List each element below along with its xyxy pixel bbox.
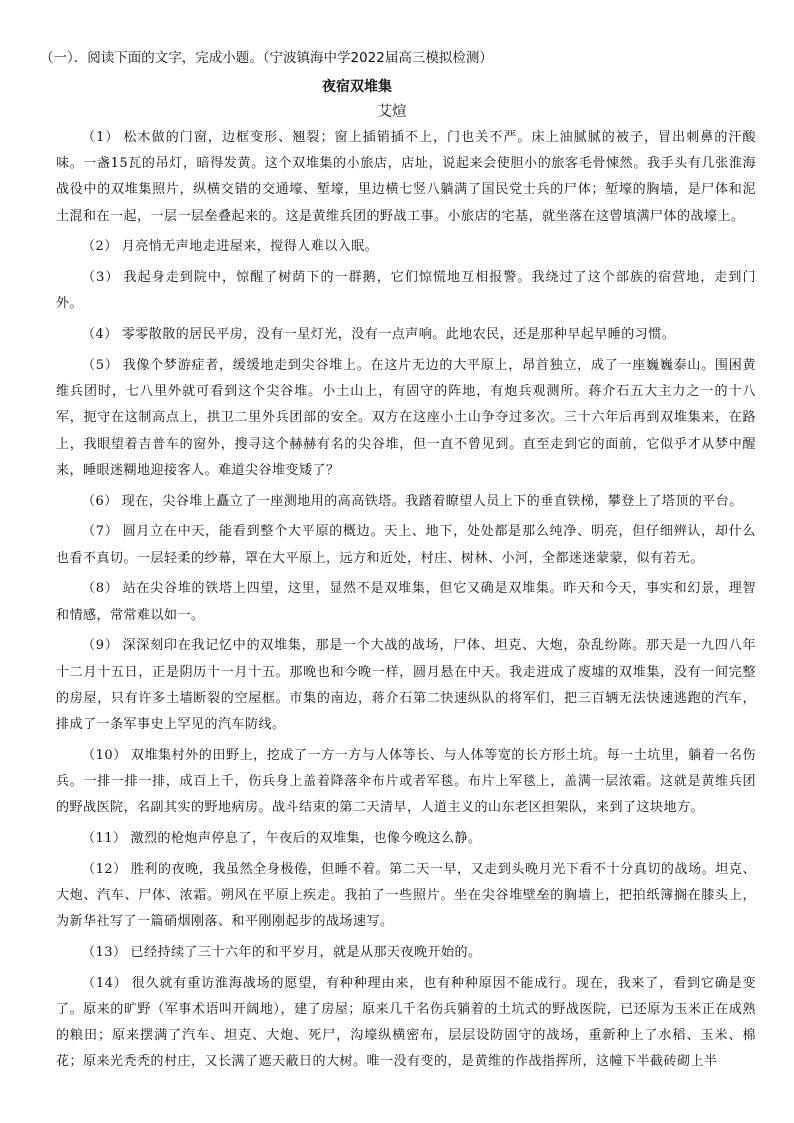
article-body [56,125,756,1080]
paragraph-6: （6） 现在，尖谷堆上矗立了一座测地用的高高铁塔。我踏着瞭望人员上下的垂直铁梯，攀登上了塔顶的平台。 [82,493,743,509]
paragraph-9: （9） 深深刻印在我记忆中的双堆集，那是一个大战的战场，尸体、坦克、大炮，杂乱纷陈。那天是一九四八年十二月十五日，正是阴历十一月十五。那晚也和今晚一样，圆月悬在中天。我走进成了废墟的双堆集，没有一间完整的房屋，只有许多土墙断裂的空屋框。市集的南边，蒋介石第二快速纵队的将军们，把三百辆无法快速逃跑的汽车，排成了一条军事史上罕见的汽车防线。 [56,638,756,733]
paragraph-5: （5） 我像个梦游症者，缓缓地走到尖谷堆上。在这片无边的大平原上，昂首独立，成了一座巍巍泰山。围困黄维兵团时，七八里外就可看到这个尖谷堆。小土山上，有固守的阵地，有炮兵观测所。蒋介石五大主力之一的十八军，扼守在这制高点上，拱卫二里外兵团部的安全。双方在这座小土山争夺过多次。三十六年后再到双堆集来，在路上，我眼望着吉普车的窗外，搜寻这个赫赫有名的尖谷堆，但一直不曾见到。直至走到它的面前，它似乎才从梦中醒来，睡眼迷糊地迎接客人。难道尖谷堆变矮了？ [56,358,756,478]
paragraph-10: （10） 双堆集村外的田野上，挖成了一方一方与人体等长、与人体等宽的长方形土坑。每一土坑里，躺着一名伤兵。一排一排一排，成百上千，伤兵身上盖着降落伞布片或者军毯。布片上军毯上，盖满一层浓霜。这就是黄维兵团的野战医院，名副其实的野地病房。战斗结束的第二天清早，人道主义的山东老区担架队，来到了这块地方。 [56,747,756,816]
paragraph-1: （1） 松木做的门窗，边框变形、翘裂；窗上插销插不上，门也关不严。床上油腻腻的被子，冒出刺鼻的汗酸味。一盏15瓦的吊灯，暗得发黄。这个双堆集的小旅店，店址，说起来会使胆小的旅客毛骨悚然。我手头有几张淮海战役中的双堆集照片，纵横交错的交通壕、堑壕，里边横七竖八躺满了国民党士兵的尸体；堑壕的胸墙，是尸体和泥土混和在一起，一层一层垒叠起来的。这是黄维兵团的野战工事。小旅店的宅基，就坐落在这曾填满尸体的战壕上。 [56,130,756,224]
question-intro: （一）．阅读下面的文字，完成小题。（宁波镇海中学2022届高三模拟检测） [40,50,493,66]
paragraph-2: （2） 月亮悄无声地走进屋来，搅得人难以入眠。 [82,239,379,255]
paragraph-4: （4） 零零散散的居民平房，没有一星灯光，没有一点声响。此地农民，还是那种早起早睡的习惯。 [82,327,676,343]
article-author: 艾煊 [377,104,407,120]
paragraph-14: （14） 很久就有重访淮海战场的愿望，有种种理由来，也有种种原因不能成行。现在，我来了，看到它确是变了。原来的旷野（军事术语叫开阔地），建了房屋；原来几千名伤兵躺着的土坑式的野战医院，已还原为玉米正在成熟的粮田；原来摆满了汽车、坦克、大炮、死尸，沟壕纵横密布，层层设防固守的战场，重新种上了水稻、玉米、棉花；原来光秃秃的村庄，又长满了遮天蔽日的大树。唯一没有变的，是黄维的作战指挥所，这幢下半截砖砌上半 [56,975,756,1070]
paragraph-13: （13） 已经持续了三十六年的和平岁月，就是从那天夜晚开始的。 [82,945,482,961]
paragraph-11: （11） 激烈的枪炮声停息了，午夜后的双堆集，也像今晚这么静。 [82,831,482,847]
article-title: 夜宿双堆集 [322,79,392,95]
paragraph-7: （7） 圆月立在中天，能看到整个大平原的概边。天上、地下，处处都是那么纯净、明亮，但仔细辨认，却什么也看不真切。一层轻柔的纱幕，罩在大平原上，远方和近处，村庄、树林、小河，全都迷迷蒙蒙，似有若无。 [56,524,756,566]
paragraph-12: （12） 胜利的夜晚，我虽然全身极倦，但睡不着。第二天一早，又走到头晚月光下看不十分真切的战场。坦克、大炮、汽车、尸体、浓霜。朔风在平原上疾走。我拍了一些照片。坐在尖谷堆壁垒的胸墙上，把拍纸簿搁在膝头上，为新华社写了一篇硝烟刚落、和平刚刚起步的战场速写。 [56,861,756,930]
paragraph-8: （8） 站在尖谷堆的铁塔上四望，这里，显然不是双堆集，但它又确是双堆集。昨天和今天，事实和幻景，理智和情感，常常难以如一。 [56,581,756,623]
paragraph-3: （3） 我起身走到院中，惊醒了树荫下的一群鹅，它们惊慌地互相报警。我绕过了这个部族的宿营地，走到门外。 [56,270,756,312]
